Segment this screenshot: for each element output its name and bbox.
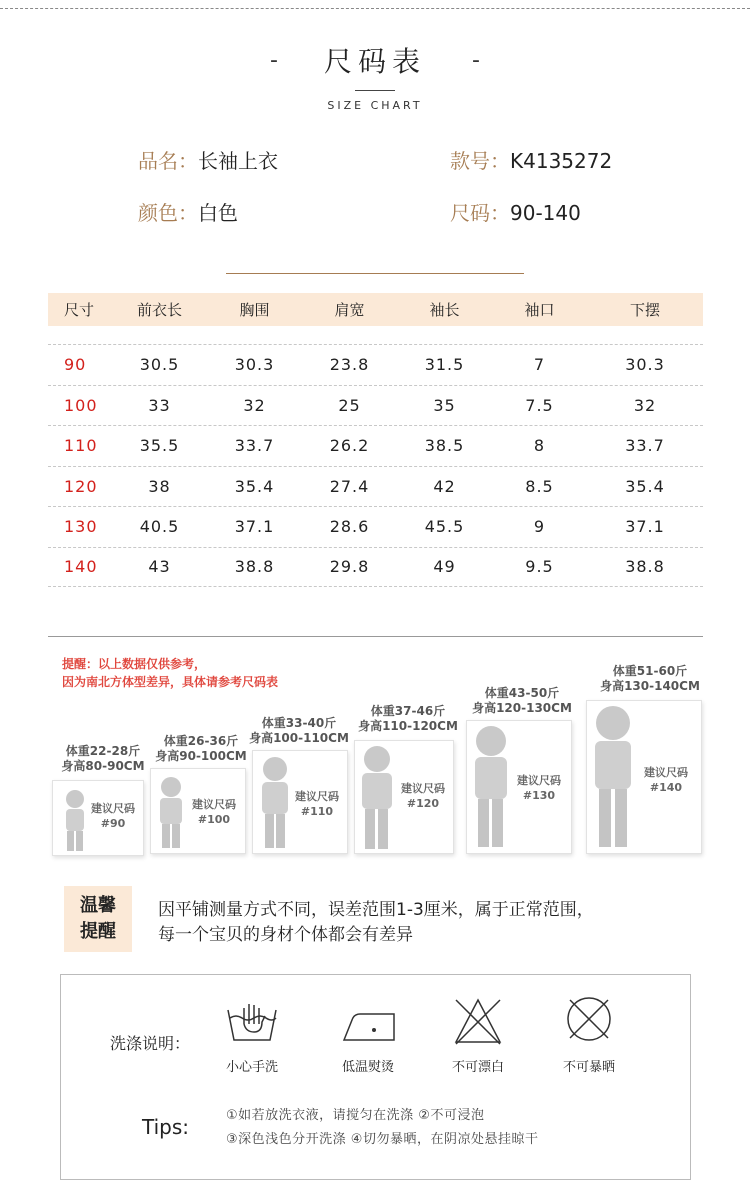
warm-reminder-badge (64, 886, 132, 952)
table-cell-size: 140 (64, 557, 98, 577)
product-color-value: 白色 (198, 201, 238, 225)
warm-text-line1: 因平铺测量方式不同，误差范围1-3厘米，属于正常范围， (158, 900, 594, 920)
header-front-length: 前衣长 (136, 301, 182, 319)
section-divider (48, 636, 703, 637)
figure-4-height: 身高110-120CM (358, 719, 458, 733)
table-cell: 27.4 (329, 476, 370, 496)
table-row (48, 466, 703, 507)
table-cell-size: 130 (64, 517, 98, 537)
table-cell: 42 (433, 476, 456, 496)
no-tumble-dry-icon (564, 994, 614, 1044)
figure-4-weight: 体重37-46斤 (370, 704, 446, 718)
style-number (450, 145, 612, 174)
table-cell-size: 90 (64, 355, 87, 375)
title-right-dash: - (472, 47, 480, 73)
table-cell: 30.5 (139, 355, 180, 375)
table-row (48, 425, 703, 466)
table-cell: 33.7 (625, 436, 665, 456)
table-cell: 37.1 (625, 517, 665, 537)
warm-badge-line2: 提醒 (80, 921, 116, 942)
tips-line1: ①如若放洗衣液，请搅匀在洗涤 ②不可浸泡 (226, 1108, 485, 1123)
table-cell-size: 110 (64, 436, 98, 456)
header-cuff: 袖口 (524, 301, 555, 319)
figure-2-weight: 体重26-36斤 (163, 734, 239, 748)
table-cell: 25 (338, 395, 361, 415)
product-name (138, 145, 278, 174)
header-hem: 下摆 (629, 301, 660, 319)
figure-3-size: #110 (300, 805, 334, 818)
table-cell: 8.5 (525, 476, 554, 496)
table-cell: 45.5 (424, 517, 465, 537)
figure-5-height: 身高120-130CM (472, 701, 572, 715)
figure-4-stats (356, 704, 460, 734)
table-cell: 7.5 (525, 395, 554, 415)
figure-1-label: 建议尺码 (91, 802, 135, 815)
table-cell: 33 (148, 395, 171, 415)
table-cell: 35.4 (625, 476, 665, 496)
info-divider (226, 273, 524, 274)
figure-2-stats (154, 734, 248, 764)
figure-3-label: 建议尺码 (295, 790, 339, 803)
figure-1-suggest (81, 801, 145, 831)
figure-1-size: #90 (100, 817, 126, 830)
figure-6-stats (596, 664, 704, 694)
table-cell: 32 (243, 395, 266, 415)
figure-1-weight: 体重22-28斤 (65, 744, 141, 758)
hand-wash-icon (224, 998, 280, 1044)
table-cell: 8 (533, 436, 546, 456)
warm-reminder-text (158, 898, 594, 948)
figure-6-suggest (633, 765, 699, 795)
table-row (48, 547, 703, 588)
figure-3-stats (246, 716, 352, 746)
table-cell: 35.4 (234, 476, 275, 496)
size-table-body (48, 344, 703, 587)
table-cell: 30.3 (234, 355, 275, 375)
figure-4-label: 建议尺码 (401, 782, 445, 795)
table-cell: 29.8 (329, 557, 370, 577)
table-cell-size: 100 (64, 395, 98, 415)
header-chest: 胸围 (239, 301, 270, 319)
figure-1-height: 身高80-90CM (61, 759, 145, 773)
figure-3-weight: 体重33-40斤 (261, 716, 337, 730)
table-cell-size: 120 (64, 476, 98, 496)
tips-label: Tips: (142, 1115, 190, 1139)
product-color (138, 197, 238, 226)
figure-2-card (150, 768, 246, 854)
table-cell: 38 (148, 476, 171, 496)
size-chart-title (0, 40, 750, 112)
header-shoulder: 肩宽 (334, 301, 365, 319)
low-iron-caption: 低温熨烫 (341, 1060, 394, 1075)
size-range (450, 197, 581, 226)
style-number-key: 款号： (450, 149, 510, 173)
figure-6-weight: 体重51-60斤 (612, 664, 688, 678)
figure-6-card (586, 700, 702, 854)
size-range-value: 90-140 (510, 201, 581, 225)
table-cell: 26.2 (329, 436, 370, 456)
figure-5-suggest (507, 773, 571, 803)
page-title: 尺码表 (323, 45, 426, 78)
no-bleach-caption: 不可漂白 (451, 1060, 504, 1075)
size-range-key: 尺码： (450, 201, 510, 225)
table-cell: 31.5 (424, 355, 465, 375)
style-number-value: K4135272 (510, 149, 613, 173)
figure-1-stats (58, 744, 148, 774)
product-name-key: 品名： (138, 149, 198, 173)
figure-5-label: 建议尺码 (517, 774, 561, 787)
figure-6-size: #140 (649, 781, 683, 794)
figure-4-card (354, 740, 454, 854)
table-cell: 23.8 (329, 355, 370, 375)
page-subtitle: SIZE CHART (327, 99, 423, 112)
hand-wash-caption: 小心手洗 (225, 1060, 278, 1075)
table-cell: 40.5 (139, 517, 180, 537)
title-underline (355, 90, 395, 91)
table-cell: 38.8 (234, 557, 275, 577)
table-cell: 33.7 (234, 436, 275, 456)
figure-4-suggest (391, 781, 455, 811)
table-cell: 9.5 (525, 557, 554, 577)
figure-2-label: 建议尺码 (192, 798, 236, 811)
figure-5-card (466, 720, 572, 854)
table-cell: 35 (433, 395, 456, 415)
header-sleeve-length: 袖长 (429, 301, 460, 319)
figure-2-suggest (181, 797, 247, 827)
figure-6-label: 建议尺码 (644, 766, 688, 779)
figure-3-suggest (285, 789, 349, 819)
figure-3-card (252, 750, 348, 854)
low-iron-icon (340, 1004, 398, 1044)
table-cell: 32 (633, 395, 657, 415)
table-cell: 35.5 (139, 436, 180, 456)
header-size: 尺寸 (64, 301, 95, 319)
figure-2-size: #100 (197, 813, 231, 826)
table-cell: 38.8 (625, 557, 665, 577)
table-cell: 38.5 (424, 436, 465, 456)
table-row (48, 385, 703, 426)
reference-note (62, 655, 278, 691)
tips-line2: ③深色浅色分开洗涤 ④切勿暴晒，在阴凉处悬挂晾干 (226, 1132, 539, 1147)
table-cell: 9 (533, 517, 546, 537)
table-cell: 49 (433, 557, 456, 577)
washing-label: 洗涤说明： (110, 1034, 191, 1053)
reference-note-line1: 提醒：以上数据仅供参考， (62, 657, 207, 671)
reference-note-line2: 因为南北方体型差异，具体请参考尺码表 (62, 675, 279, 689)
no-bleach-icon (452, 996, 504, 1046)
table-cell: 37.1 (234, 517, 275, 537)
warm-badge-line1: 温馨 (80, 895, 116, 916)
figure-4-size: #120 (406, 797, 440, 810)
product-color-key: 颜色： (138, 201, 198, 225)
warm-text-line2: 每一个宝贝的身材个体都会有差异 (158, 925, 413, 945)
product-name-value: 长袖上衣 (198, 149, 278, 173)
size-table-header (48, 293, 703, 326)
figure-1-card (52, 780, 144, 856)
figure-5-weight: 体重43-50斤 (484, 686, 560, 700)
table-cell: 30.3 (625, 355, 665, 375)
table-row (48, 506, 703, 547)
title-left-dash: - (270, 47, 278, 73)
figure-5-stats (470, 686, 574, 716)
figure-6-height: 身高130-140CM (600, 679, 700, 693)
table-cell: 7 (533, 355, 546, 375)
figure-2-height: 身高90-100CM (155, 749, 247, 763)
no-tumble-dry-caption: 不可暴晒 (562, 1060, 615, 1075)
figure-3-height: 身高100-110CM (249, 731, 349, 745)
top-dashed-divider (0, 8, 750, 9)
table-cell: 43 (148, 557, 171, 577)
table-row (48, 344, 703, 385)
figure-5-size: #130 (522, 789, 556, 802)
table-cell: 28.6 (329, 517, 370, 537)
